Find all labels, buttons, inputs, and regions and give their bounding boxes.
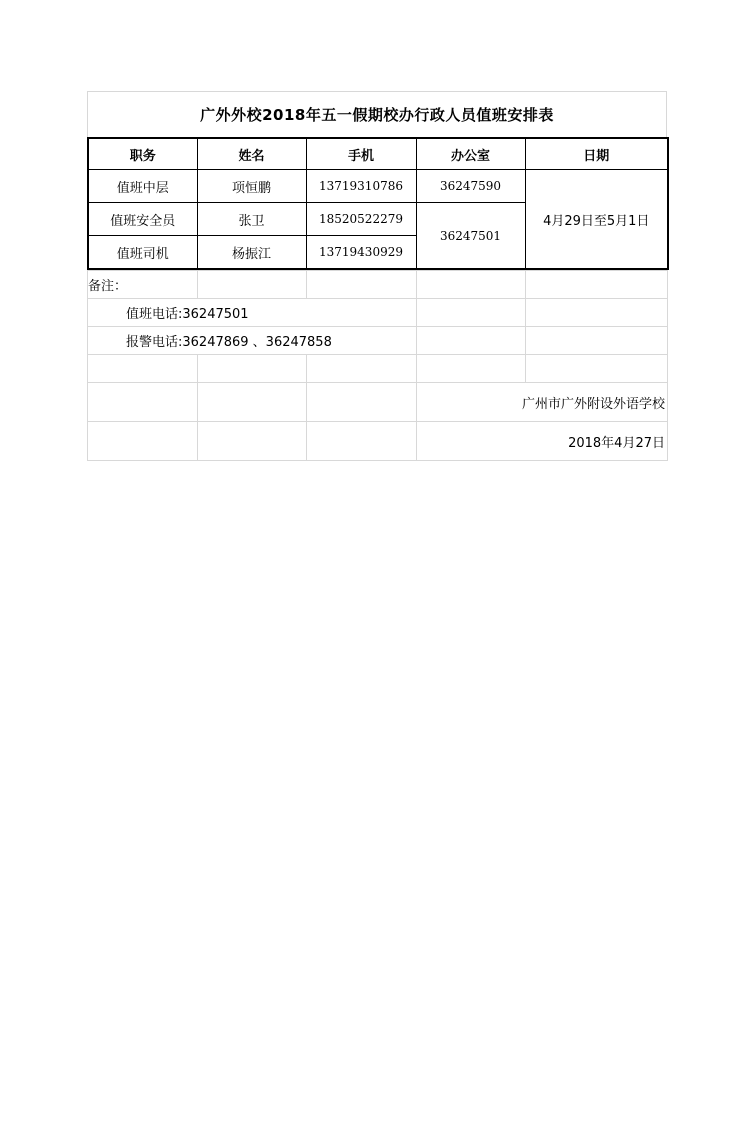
table-row [88, 170, 668, 203]
issue-date: 2018年4月27日 [417, 422, 668, 461]
column-header: 职务 [88, 138, 197, 170]
alarm-phone-note: 报警电话:36247869 、36247858 [88, 327, 417, 355]
column-header: 日期 [525, 138, 668, 170]
notes-grid [87, 270, 668, 461]
name-cell: 项恒鹏 [197, 170, 306, 203]
office-cell: 36247590 [416, 170, 525, 203]
duty-table [87, 137, 669, 270]
role-cell: 值班安全员 [88, 203, 197, 236]
notes-label-row [88, 271, 668, 299]
header-row [88, 138, 668, 170]
sheet-title: 广外外校2018年五一假期校办行政人员值班安排表 [87, 91, 667, 137]
name-cell: 杨振江 [197, 236, 306, 270]
school-name: 广州市广外附设外语学校 [417, 383, 668, 422]
alarm-phone-row [88, 327, 668, 355]
blank-row [88, 355, 668, 383]
column-header: 姓名 [197, 138, 306, 170]
notes-label: 备注： [88, 271, 198, 299]
name-cell: 张卫 [197, 203, 306, 236]
school-row [88, 383, 668, 422]
phone-cell: 13719430929 [306, 236, 416, 270]
phone-cell: 13719310786 [306, 170, 416, 203]
date-row [88, 422, 668, 461]
column-header: 办公室 [416, 138, 525, 170]
duty-phone-row [88, 299, 668, 327]
schedule-sheet [87, 91, 667, 461]
date-range-cell: 4月29日至5月1日 [525, 170, 668, 270]
office-cell: 36247501 [416, 203, 525, 270]
role-cell: 值班中层 [88, 170, 197, 203]
duty-phone-note: 值班电话:36247501 [88, 299, 417, 327]
column-header: 手机 [306, 138, 416, 170]
phone-cell: 18520522279 [306, 203, 416, 236]
role-cell: 值班司机 [88, 236, 197, 270]
